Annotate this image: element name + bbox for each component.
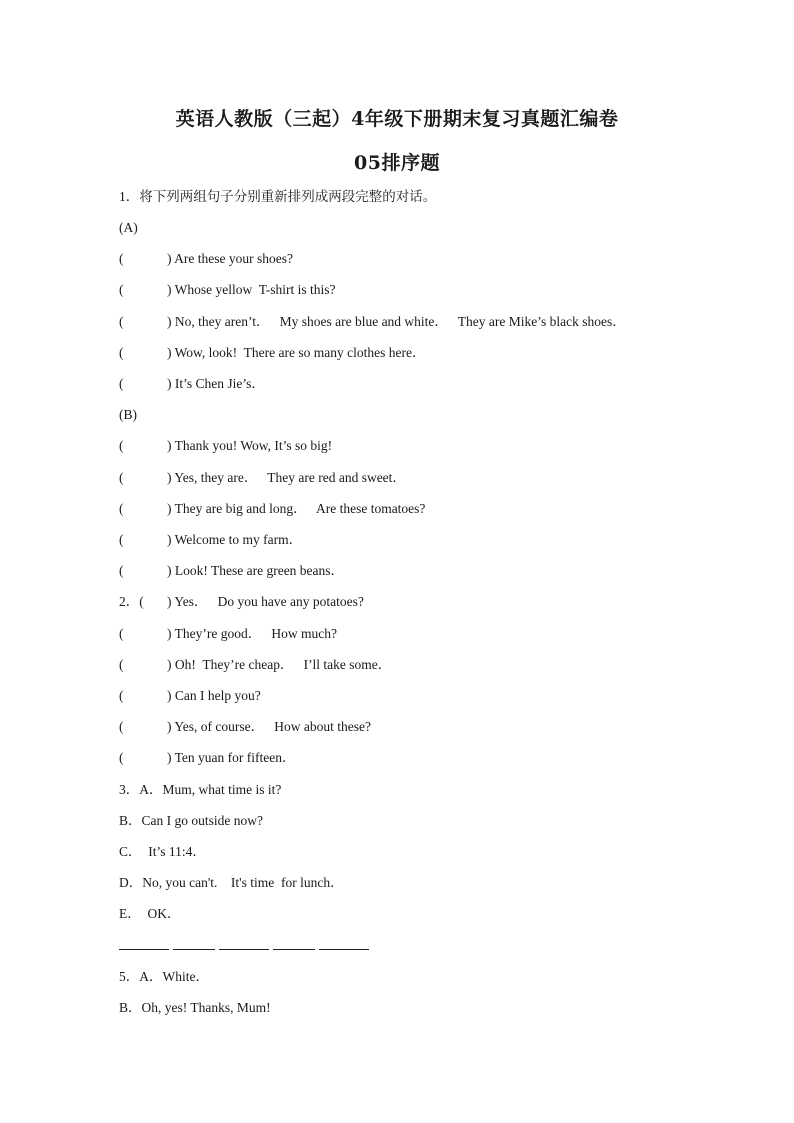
section-subtitle: 05排序题 bbox=[354, 152, 440, 174]
question-line bbox=[119, 905, 181, 923]
line-text: 5．A．White． bbox=[119, 969, 209, 984]
question-line bbox=[119, 999, 271, 1017]
document-title: 英语人教版（三起）4年级下册期末复习真题汇编卷 bbox=[175, 108, 619, 130]
line-text: ) Can I help you? bbox=[167, 688, 261, 703]
line-text: B．Oh, yes! Thanks, Mum! bbox=[119, 1000, 271, 1015]
line-text: (B) bbox=[119, 407, 137, 422]
ordering-item bbox=[119, 469, 406, 487]
line-text: (A) bbox=[119, 220, 138, 235]
line-text: 3．A．Mum, what time is it? bbox=[119, 782, 282, 797]
line-text: ) Oh! They’re cheap． I’ll take some． bbox=[167, 657, 392, 672]
answer-paren[interactable]: ( bbox=[119, 657, 124, 672]
line-text: ) Wow, look! There are so many clothes here． bbox=[167, 345, 426, 360]
answer-paren[interactable]: ( bbox=[119, 314, 124, 329]
ordering-item bbox=[119, 250, 293, 268]
line-text: ) They are big and long． Are these tomatoes? bbox=[167, 501, 426, 516]
answer-blanks bbox=[119, 948, 369, 950]
answer-paren[interactable]: 2．( bbox=[119, 594, 144, 609]
answer-paren[interactable]: ( bbox=[119, 345, 124, 360]
question-line bbox=[119, 188, 436, 206]
question-line bbox=[119, 968, 209, 986]
answer-paren[interactable]: ( bbox=[119, 532, 124, 547]
answer-paren[interactable]: ( bbox=[119, 376, 124, 391]
answer-paren[interactable]: ( bbox=[119, 563, 124, 578]
ordering-item bbox=[119, 749, 296, 767]
ordering-item bbox=[119, 718, 371, 736]
answer-blank[interactable] bbox=[173, 948, 215, 950]
question-line bbox=[119, 812, 263, 830]
answer-paren[interactable]: ( bbox=[119, 750, 124, 765]
line-text: ) Yes, of course． How about these? bbox=[167, 719, 371, 734]
line-text: ) Yes, they are． They are red and sweet． bbox=[167, 470, 406, 485]
answer-paren[interactable]: ( bbox=[119, 438, 124, 453]
line-text: ) Look! These are green beans． bbox=[167, 563, 345, 578]
ordering-item bbox=[119, 562, 344, 580]
ordering-item bbox=[119, 437, 332, 455]
answer-paren[interactable]: ( bbox=[119, 719, 124, 734]
ordering-item bbox=[119, 281, 336, 299]
line-text: C． It’s 11:4． bbox=[119, 844, 206, 859]
ordering-item bbox=[119, 313, 626, 331]
ordering-item bbox=[119, 531, 302, 549]
line-text: 1．将下列两组句子分别重新排列成两段完整的对话。 bbox=[119, 189, 437, 204]
answer-paren[interactable]: ( bbox=[119, 501, 124, 516]
line-text: ) No, they aren’t． My shoes are blue and white． They are Mike’s black shoes． bbox=[167, 314, 626, 329]
answer-paren[interactable]: ( bbox=[119, 688, 124, 703]
question-line bbox=[119, 874, 344, 892]
line-text: ) Thank you! Wow, It’s so big! bbox=[167, 438, 333, 453]
answer-blank[interactable] bbox=[273, 948, 315, 950]
line-text: ) Ten yuan for fifteen． bbox=[167, 750, 296, 765]
ordering-item bbox=[119, 344, 425, 362]
line-text: ) They’re good． How much? bbox=[167, 626, 337, 641]
line-text: ) It’s Chen Jie’s． bbox=[167, 376, 265, 391]
question-line bbox=[119, 219, 138, 237]
ordering-item bbox=[119, 687, 261, 705]
ordering-item bbox=[119, 593, 364, 611]
ordering-item bbox=[119, 375, 265, 393]
line-text: ) Are these your shoes? bbox=[167, 251, 293, 266]
answer-blank[interactable] bbox=[219, 948, 269, 950]
question-line bbox=[119, 843, 206, 861]
question-line bbox=[119, 406, 137, 424]
line-text: E． OK． bbox=[119, 906, 181, 921]
answer-paren[interactable]: ( bbox=[119, 251, 124, 266]
ordering-item bbox=[119, 500, 425, 518]
line-text: ) Welcome to my farm． bbox=[167, 532, 303, 547]
line-text: ) Whose yellow T-shirt is this? bbox=[167, 282, 336, 297]
answer-blank[interactable] bbox=[319, 948, 369, 950]
line-text: B．Can I go outside now? bbox=[119, 813, 263, 828]
line-text: ) Yes． Do you have any potatoes? bbox=[167, 594, 364, 609]
question-line bbox=[119, 781, 281, 799]
answer-paren[interactable]: ( bbox=[119, 470, 124, 485]
answer-paren[interactable]: ( bbox=[119, 626, 124, 641]
answer-paren[interactable]: ( bbox=[119, 282, 124, 297]
ordering-item bbox=[119, 625, 337, 643]
line-text: D．No, you can't. It's time for lunch． bbox=[119, 875, 344, 890]
answer-blank[interactable] bbox=[119, 948, 169, 950]
ordering-item bbox=[119, 656, 391, 674]
